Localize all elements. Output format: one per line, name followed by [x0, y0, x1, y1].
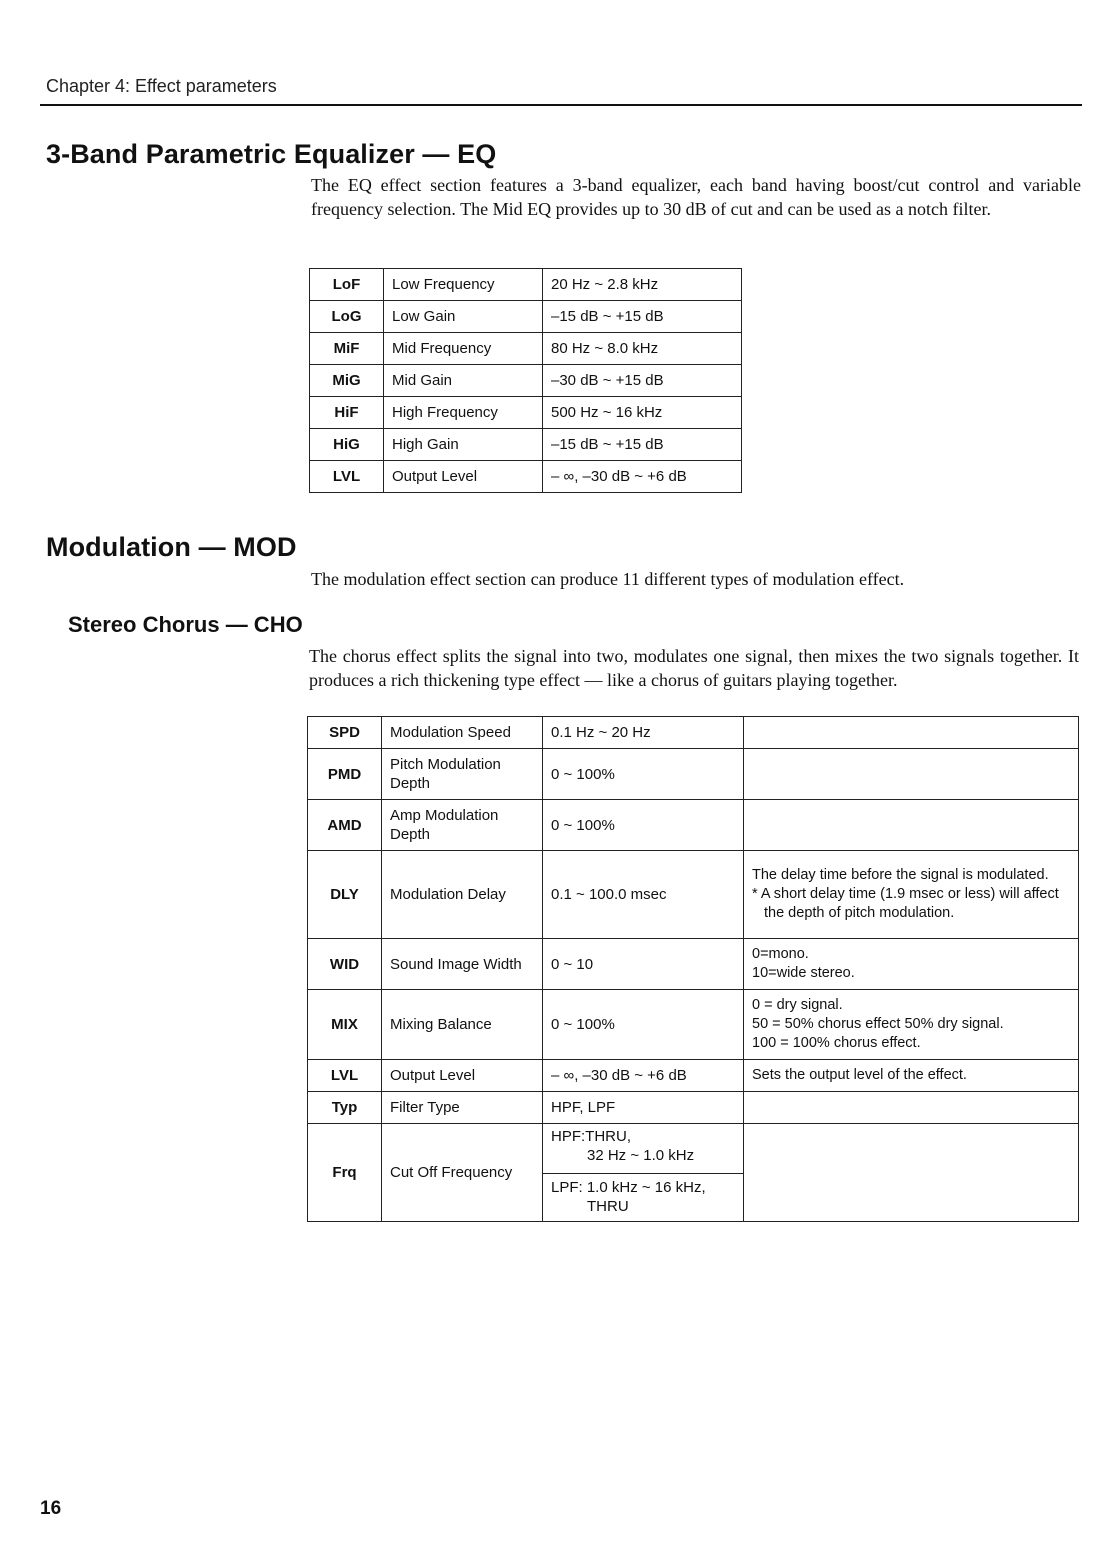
param-description: [744, 1124, 1079, 1222]
param-name: Filter Type: [382, 1092, 543, 1124]
param-code: LoF: [310, 269, 384, 301]
param-range: –30 dB ~ +15 dB: [543, 365, 742, 397]
mod-intro: The modulation effect section can produce 11 different types of modulation effect.: [311, 569, 905, 589]
param-code: MiG: [310, 365, 384, 397]
chorus-intro: The chorus effect splits the signal into two, modulates one signal, then mixes the two signals together. It produces a rich thickening type effect — like a chorus of guitars playing together.: [309, 646, 1079, 690]
lpf-range: [543, 1174, 743, 1221]
param-code: AMD: [308, 800, 382, 851]
table-row: [310, 397, 742, 429]
header-divider: [40, 104, 1082, 106]
chapter-header: Chapter 4: Effect parameters: [46, 76, 277, 96]
table-row: [308, 990, 1079, 1060]
param-name: Amp Modulation Depth: [382, 800, 543, 851]
param-code: WID: [308, 939, 382, 990]
table-row: [310, 365, 742, 397]
param-code: PMD: [308, 749, 382, 800]
param-name: Mid Frequency: [384, 333, 543, 365]
param-range: 0 ~ 100%: [543, 800, 744, 851]
param-description: [744, 800, 1079, 851]
param-range: – ∞, –30 dB ~ +6 dB: [543, 1060, 744, 1092]
table-row: [308, 1124, 1079, 1222]
param-code: LVL: [310, 461, 384, 493]
desc-note: * A short delay time (1.9 msec or less) will affect the depth of pitch modulation.: [752, 886, 1059, 921]
table-row: [310, 301, 742, 333]
param-code: Frq: [308, 1124, 382, 1222]
param-range: 0 ~ 100%: [543, 990, 744, 1060]
param-description: [744, 1092, 1079, 1124]
table-row: [310, 269, 742, 301]
param-name: Mid Gain: [384, 365, 543, 397]
param-name: High Frequency: [384, 397, 543, 429]
param-name: Low Frequency: [384, 269, 543, 301]
param-range: – ∞, –30 dB ~ +6 dB: [543, 461, 742, 493]
table-row: [310, 461, 742, 493]
param-code: LVL: [308, 1060, 382, 1092]
param-range: 0.1 ~ 100.0 msec: [543, 851, 744, 939]
mod-section-title: Modulation — MOD: [46, 532, 297, 562]
param-description: [744, 939, 1079, 990]
eq-intro: The EQ effect section features a 3-band equalizer, each band having boost/cut control and variable frequency selection. The Mid EQ provides up to 30 dB of cut and can be used as a notch filter.: [311, 175, 1081, 219]
param-range: 80 Hz ~ 8.0 kHz: [543, 333, 742, 365]
param-range: HPF, LPF: [543, 1092, 744, 1124]
param-description: [744, 851, 1079, 939]
desc-line: The delay time before the signal is modulated.: [752, 867, 1049, 883]
param-description: [744, 749, 1079, 800]
param-name: Sound Image Width: [382, 939, 543, 990]
eq-parameter-table: [309, 268, 742, 493]
range-line: 32 Hz ~ 1.0 kHz: [587, 1147, 695, 1164]
table-row: [308, 717, 1079, 749]
param-description: [744, 990, 1079, 1060]
table-row: [308, 851, 1079, 939]
table-row: [310, 333, 742, 365]
chorus-parameter-table: [307, 716, 1079, 1222]
table-row: [308, 939, 1079, 990]
range-line: LPF: 1.0 kHz ~ 16 kHz,: [551, 1179, 706, 1196]
chorus-section-title: Stereo Chorus — CHO: [68, 612, 303, 637]
desc-line: 100 = 100% chorus effect.: [752, 1035, 921, 1051]
param-name: Pitch Modulation Depth: [382, 749, 543, 800]
param-code: HiF: [310, 397, 384, 429]
param-code: MiF: [310, 333, 384, 365]
param-name: Modulation Delay: [382, 851, 543, 939]
param-name: Cut Off Frequency: [382, 1124, 543, 1222]
param-name: Output Level: [382, 1060, 543, 1092]
param-range: –15 dB ~ +15 dB: [543, 429, 742, 461]
param-name: Mixing Balance: [382, 990, 543, 1060]
table-row: [308, 749, 1079, 800]
param-code: DLY: [308, 851, 382, 939]
param-name: Output Level: [384, 461, 543, 493]
param-range: 20 Hz ~ 2.8 kHz: [543, 269, 742, 301]
table-row: [308, 1060, 1079, 1092]
param-range: 500 Hz ~ 16 kHz: [543, 397, 742, 429]
param-description: Sets the output level of the effect.: [744, 1060, 1079, 1092]
param-range: 0 ~ 10: [543, 939, 744, 990]
page-number: 16: [40, 1498, 62, 1519]
desc-line: 0 = dry signal.: [752, 997, 843, 1013]
param-name: Modulation Speed: [382, 717, 543, 749]
param-code: LoG: [310, 301, 384, 333]
param-range: –15 dB ~ +15 dB: [543, 301, 742, 333]
table-row: [308, 800, 1079, 851]
param-code: MIX: [308, 990, 382, 1060]
param-description: [744, 717, 1079, 749]
param-name: High Gain: [384, 429, 543, 461]
table-row: [310, 429, 742, 461]
param-code: HiG: [310, 429, 384, 461]
range-line: HPF:THRU,: [551, 1128, 631, 1145]
param-code: Typ: [308, 1092, 382, 1124]
range-line: THRU: [587, 1198, 629, 1215]
eq-section-title: 3-Band Parametric Equalizer — EQ: [46, 139, 497, 169]
desc-line: 0=mono.: [752, 946, 809, 962]
desc-line: 50 = 50% chorus effect 50% dry signal.: [752, 1016, 1004, 1032]
param-name: Low Gain: [384, 301, 543, 333]
param-range: 0 ~ 100%: [543, 749, 744, 800]
hpf-range: [543, 1124, 743, 1174]
param-range: 0.1 Hz ~ 20 Hz: [543, 717, 744, 749]
param-range: [543, 1124, 744, 1222]
table-row: [308, 1092, 1079, 1124]
param-code: SPD: [308, 717, 382, 749]
desc-line: 10=wide stereo.: [752, 965, 855, 981]
